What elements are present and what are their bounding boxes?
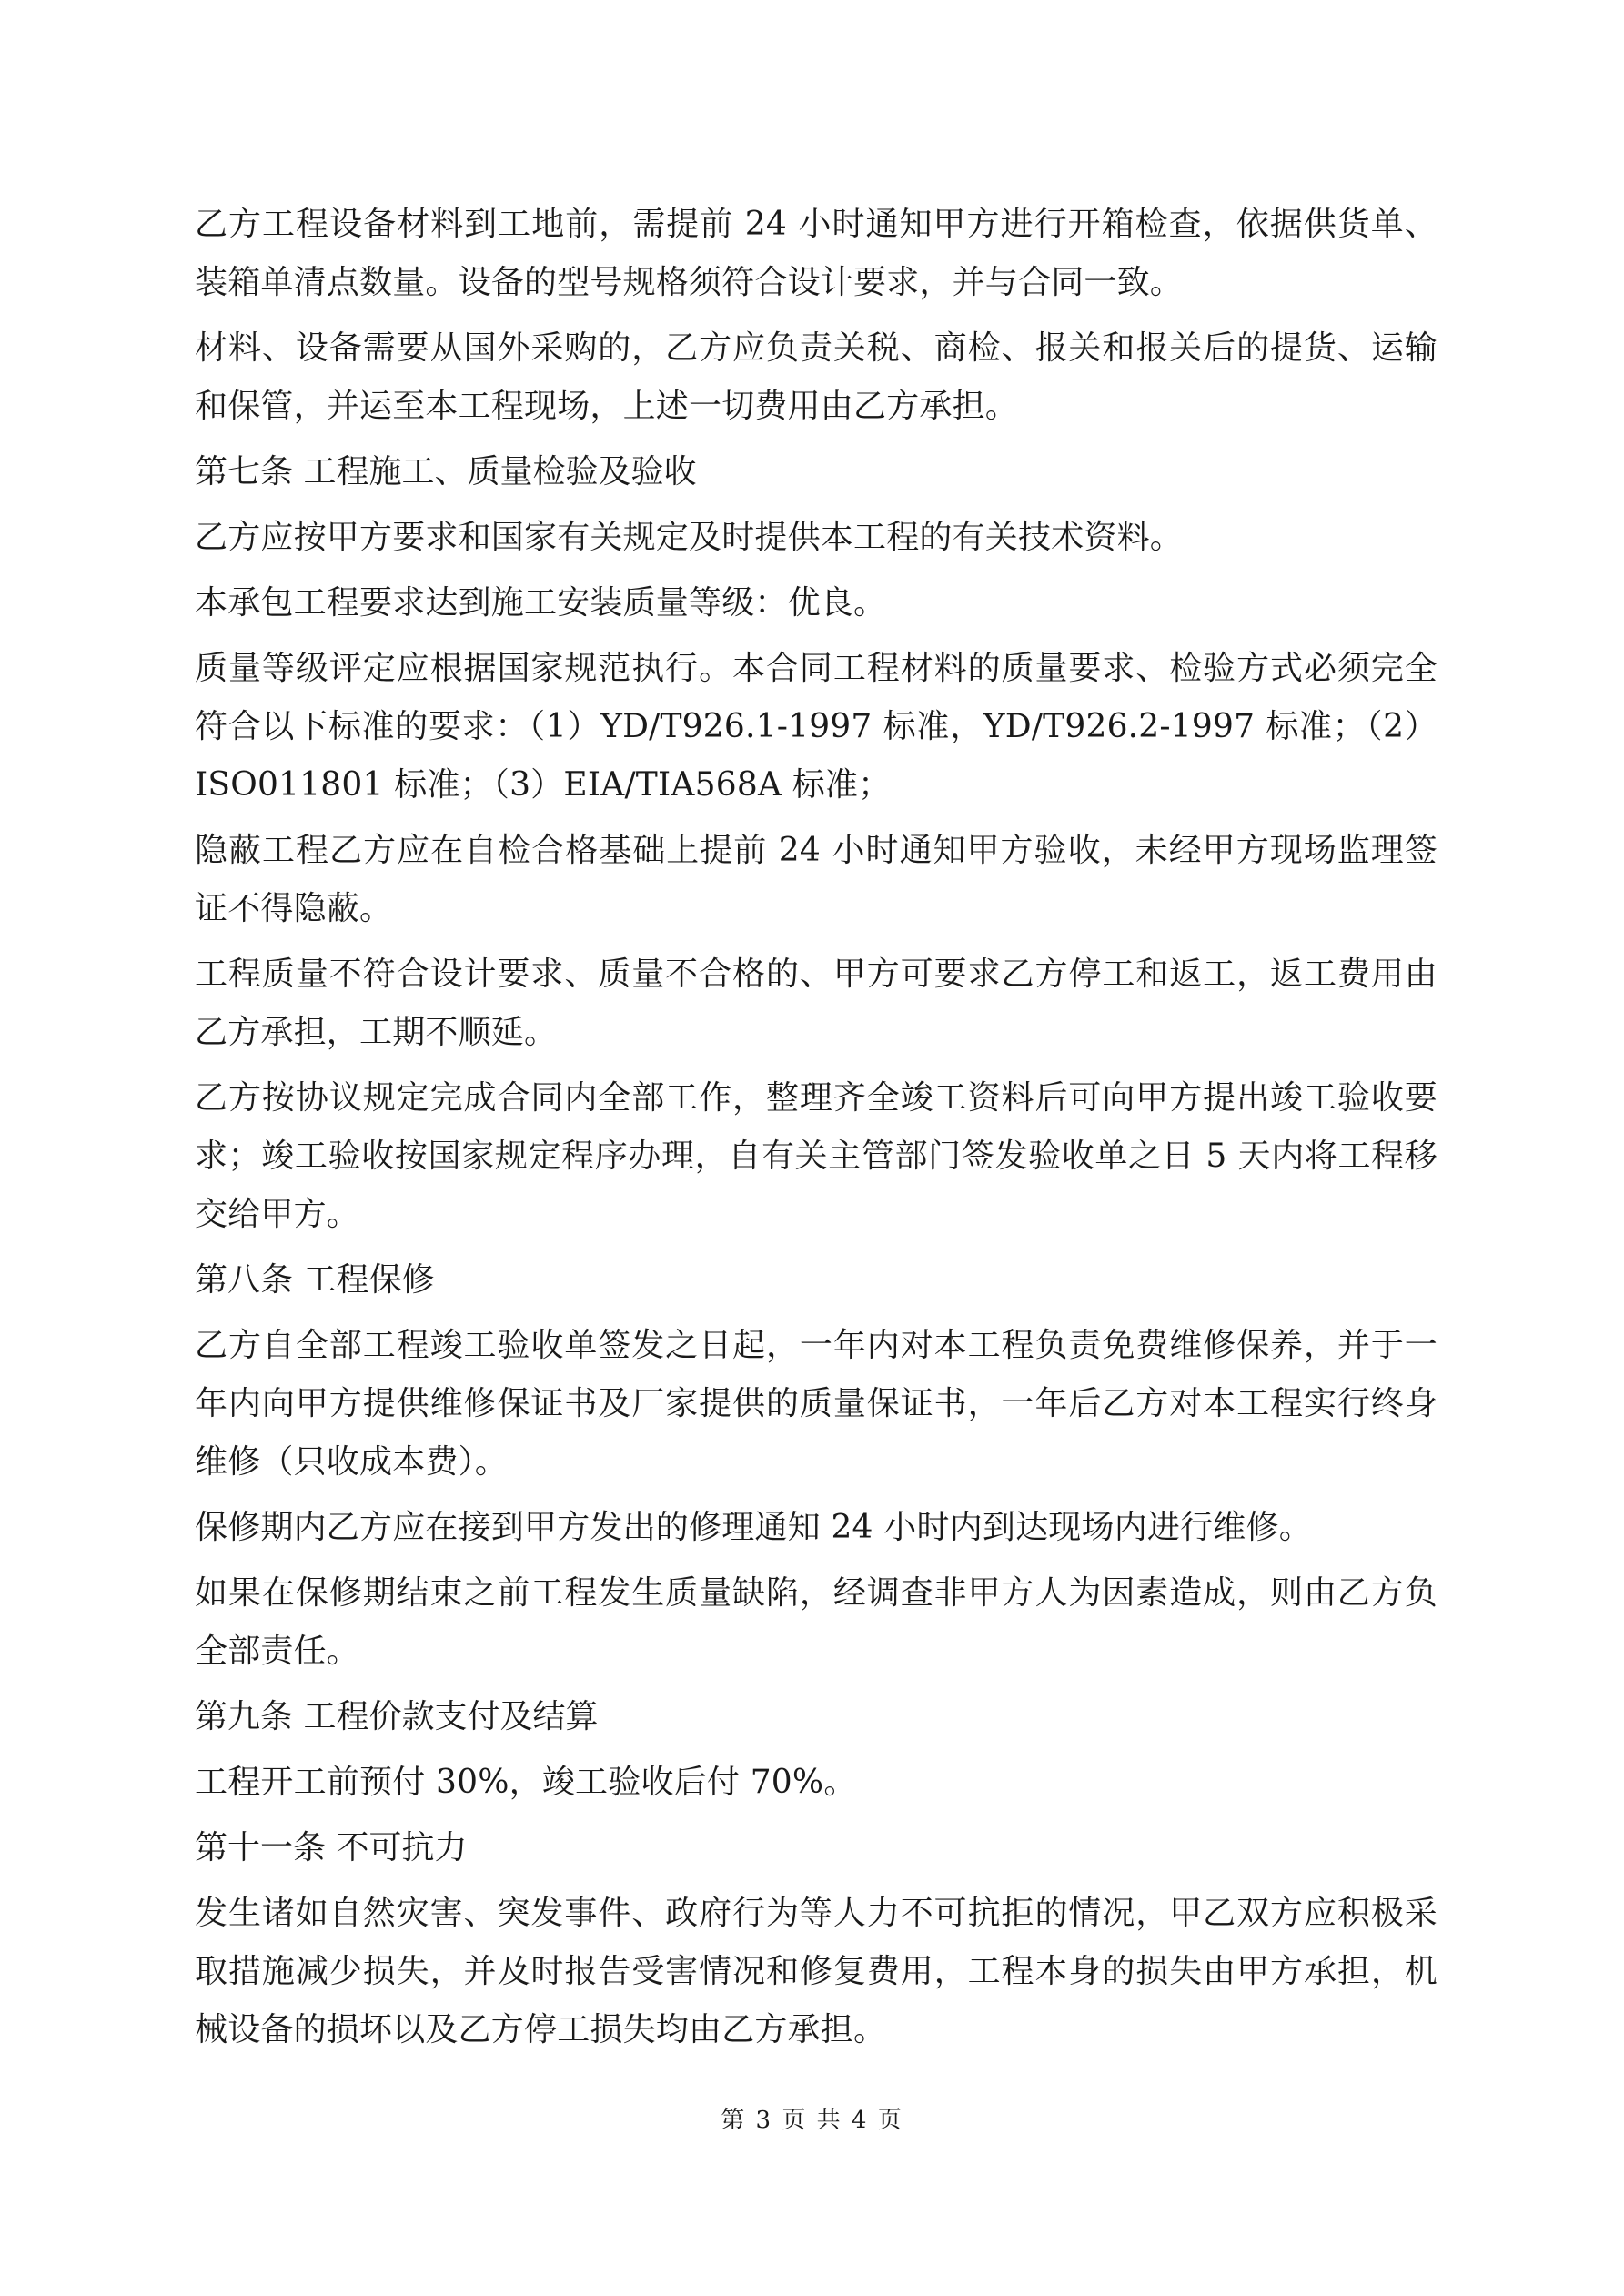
- document-body: [195, 196, 1437, 2067]
- paragraph-nonconforming-quality: 工程质量不符合设计要求、质量不合格的、甲方可要求乙方停工和返工，返工费用由乙方承担，工期不顺延。: [195, 956, 1437, 1051]
- paragraph-quality-standards: 质量等级评定应根据国家规范执行。本合同工程材料的质量要求、检验方式必须完全符合以下标准的要求：（1）YD/T926.1-1997 标准，YD/T926.2-1997 标准；（2）ISO011801 标准；（3）EIA/TIA568A 标准；: [195, 650, 1437, 804]
- paragraph-technical-documents: 乙方应按甲方要求和国家有关规定及时提供本工程的有关技术资料。: [195, 519, 1184, 556]
- paragraph-warranty-period: 乙方自全部工程竣工验收单签发之日起，一年内对本工程负责免费维修保养，并于一年内向甲方提供维修保证书及厂家提供的质量保证书，一年后乙方对本工程实行终身维修（只收成本费）。: [195, 1327, 1437, 1481]
- paragraph-quality-defects: 如果在保修期结束之前工程发生质量缺陷，经调查非甲方人为因素造成，则由乙方负全部责任。: [195, 1574, 1437, 1670]
- paragraph-repair-response: 保修期内乙方应在接到甲方发出的修理通知 24 小时内到达现场内进行维修。: [195, 1509, 1312, 1546]
- paragraph-equipment-inspection: 乙方工程设备材料到工地前，需提前 24 小时通知甲方进行开箱检查，依据供货单、装箱单清点数量。设备的型号规格须符合设计要求，并与合同一致。: [195, 206, 1437, 301]
- section-heading-article-11: 第十一条 不可抗力: [195, 1829, 468, 1866]
- paragraph-quality-grade: 本承包工程要求达到施工安装质量等级：优良。: [195, 584, 887, 622]
- paragraph-foreign-procurement: 材料、设备需要从国外采购的，乙方应负责关税、商检、报关和报关后的提货、运输和保管，并运至本工程现场，上述一切费用由乙方承担。: [195, 329, 1437, 425]
- paragraph-completion-acceptance: 乙方按协议规定完成合同内全部工作，整理齐全竣工资料后可向甲方提出竣工验收要求；竣工验收按国家规定程序办理，自有关主管部门签发验收单之日 5 天内将工程移交给甲方。: [195, 1079, 1437, 1233]
- paragraph-payment-terms: 工程开工前预付 30%，竣工验收后付 70%。: [195, 1764, 857, 1801]
- section-heading-article-9: 第九条 工程价款支付及结算: [195, 1698, 599, 1735]
- paragraph-concealed-works: 隐蔽工程乙方应在自检合格基础上提前 24 小时通知甲方验收，未经甲方现场监理签证不得隐蔽。: [195, 832, 1437, 927]
- section-heading-article-7: 第七条 工程施工、质量检验及验收: [195, 453, 697, 491]
- page-number-footer: 第 3 页 共 4 页: [721, 2107, 903, 2134]
- paragraph-force-majeure: 发生诸如自然灾害、突发事件、政府行为等人力不可抗拒的情况，甲乙双方应积极采取措施减少损失，并及时报告受害情况和修复费用，工程本身的损失由甲方承担，机械设备的损坏以及乙方停工损失均由乙方承担。: [195, 1895, 1437, 2048]
- section-heading-article-8: 第八条 工程保修: [195, 1261, 435, 1299]
